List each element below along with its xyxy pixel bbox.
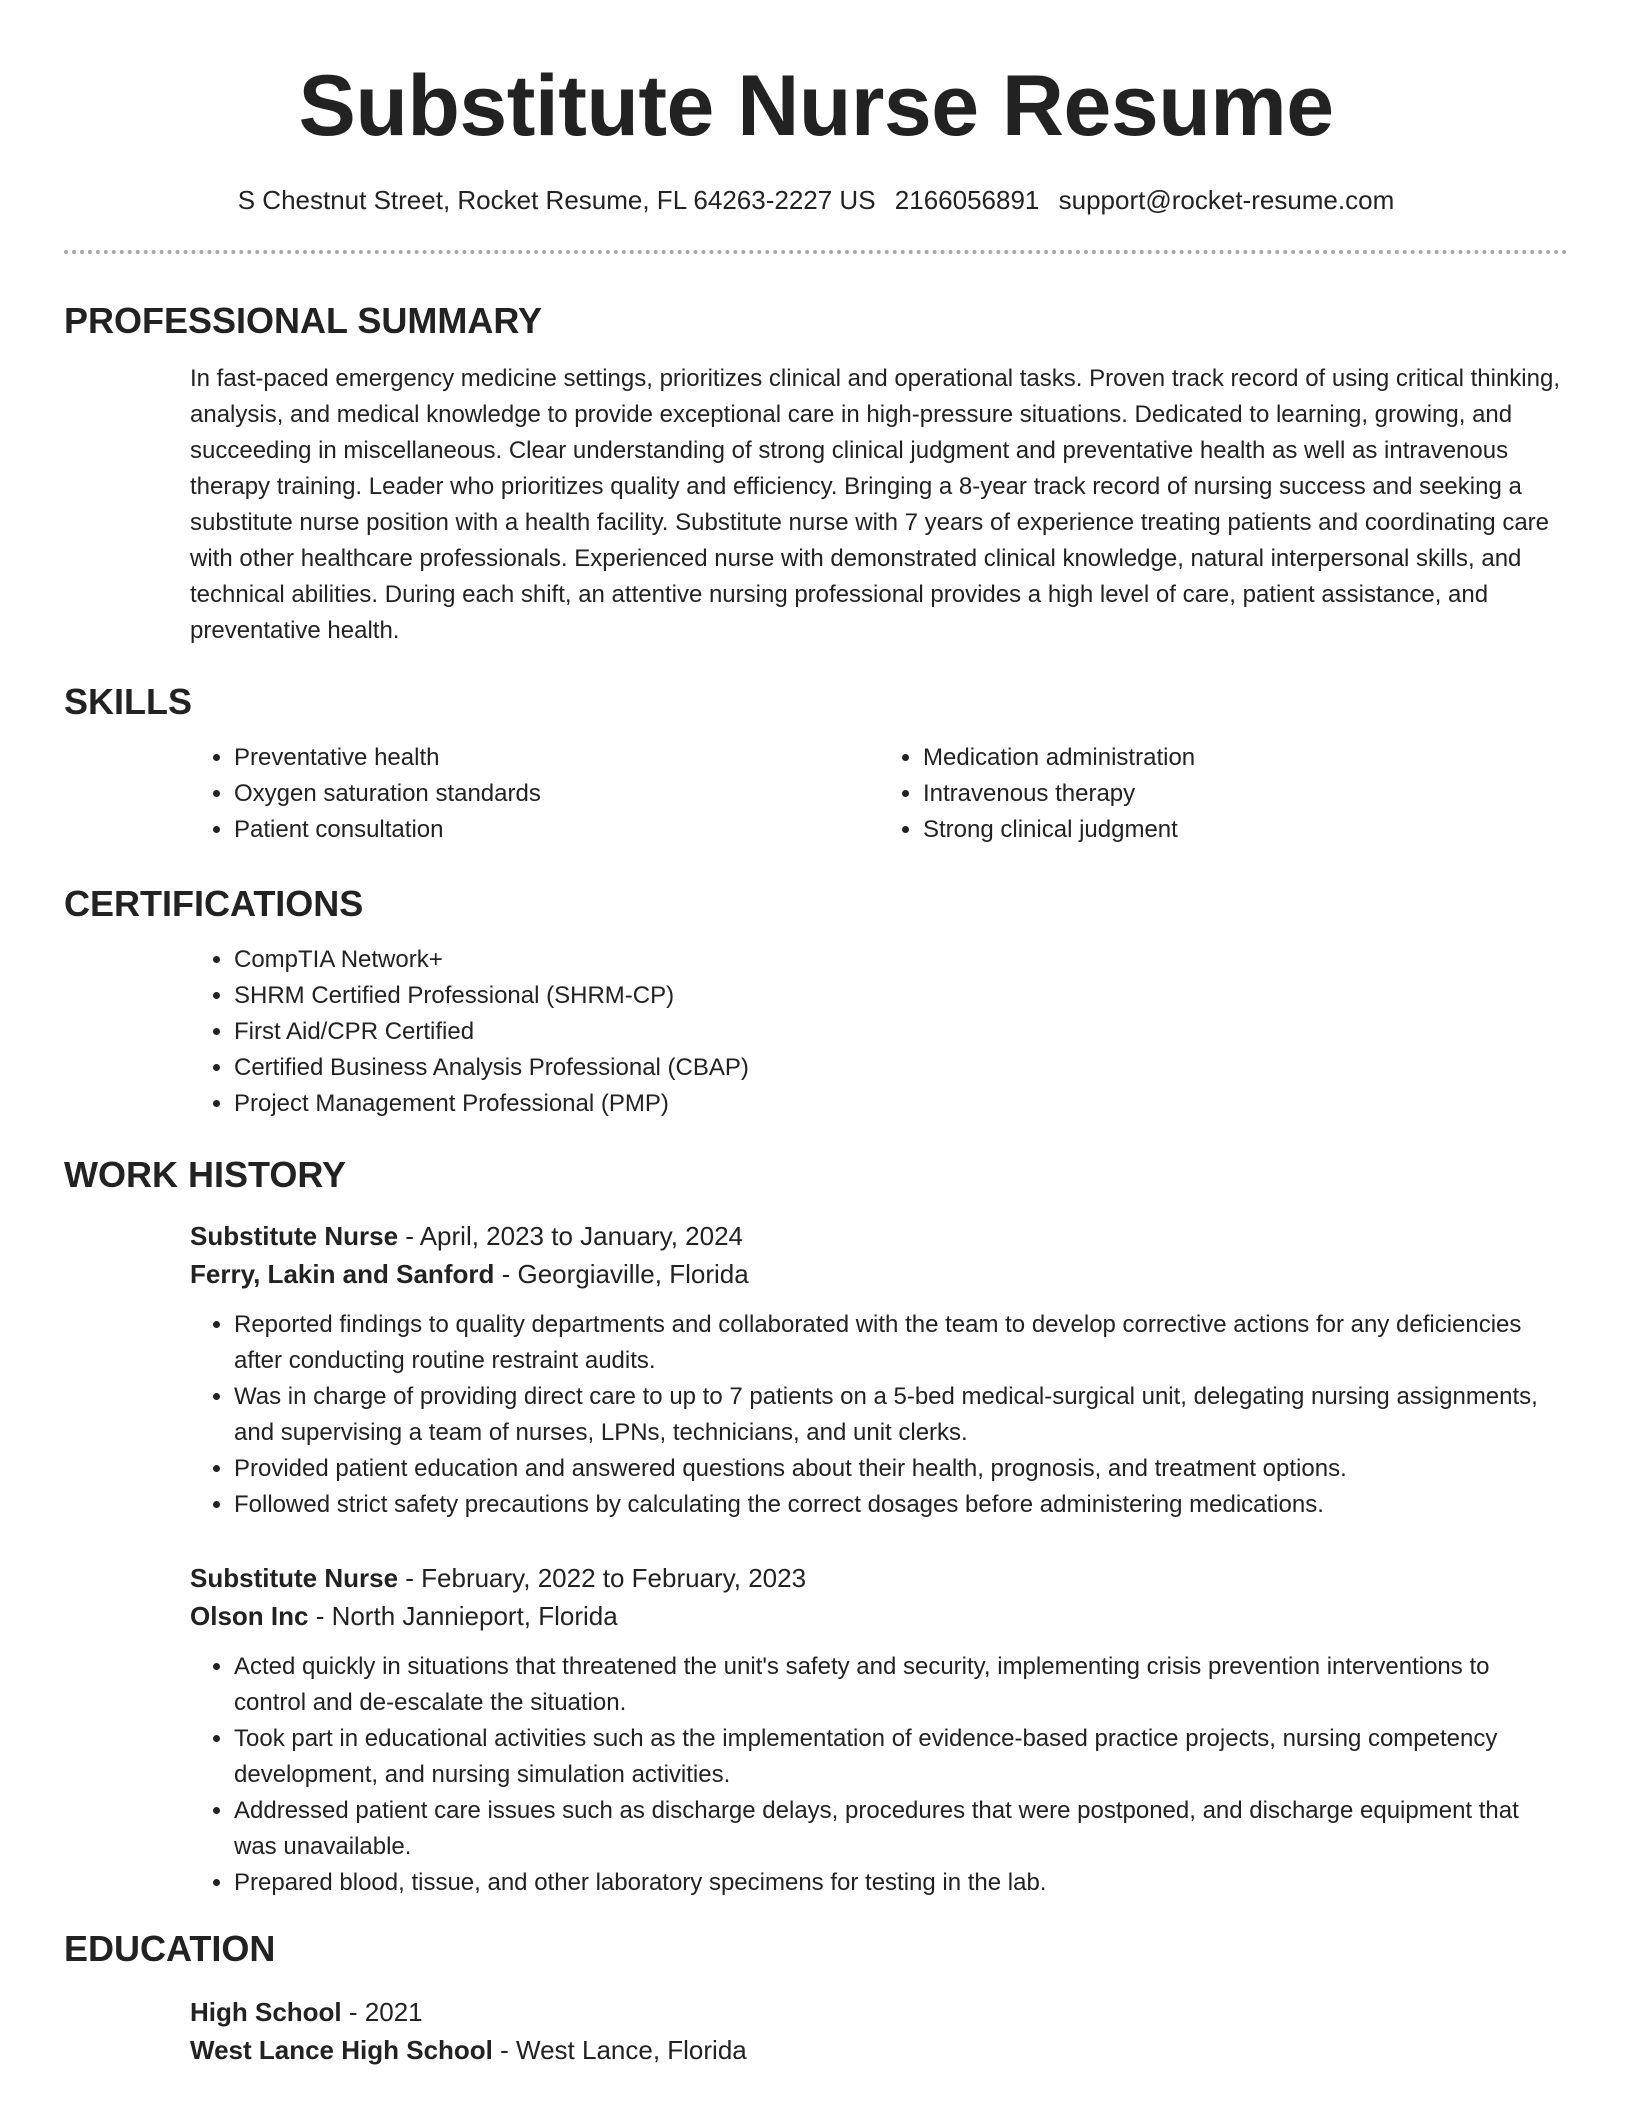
- certifications-list: [190, 942, 1568, 1122]
- education-degree: High School: [190, 1997, 342, 2027]
- skill-item: • Oxygen saturation standards: [234, 776, 879, 812]
- contact-line: [0, 183, 1632, 217]
- job-dates: - February, 2022 to February, 2023: [398, 1563, 807, 1593]
- job-entry: [190, 1217, 1568, 1523]
- job-dates: - April, 2023 to January, 2024: [398, 1221, 743, 1251]
- certification-item: • SHRM Certified Professional (SHRM-CP): [234, 978, 1568, 1014]
- summary-section: [64, 299, 1568, 649]
- job-company: Ferry, Lakin and Sanford: [190, 1259, 495, 1289]
- job-bullet: • Reported findings to quality departments and collaborated with the team to develop corrective actions for any deficiencies after conducting routine restraint audits.: [234, 1307, 1568, 1379]
- job-bullets: [190, 1307, 1568, 1523]
- job-bullet: • Was in charge of providing direct care to up to 7 patients on a 5-bed medical-surgical unit, delegating nursing assignments, and supervising a team of nurses, LPNs, technicians, and unit clerks.: [234, 1379, 1568, 1451]
- job-location: - Georgiaville, Florida: [494, 1259, 749, 1289]
- job-title: Substitute Nurse: [190, 1563, 399, 1593]
- job-company-line: [190, 1597, 1568, 1635]
- page-title: Substitute Nurse Resume: [298, 58, 1334, 154]
- certification-item: • Project Management Professional (PMP): [234, 1086, 1568, 1122]
- job-bullet: • Provided patient education and answered questions about their health, prognosis, and treatment options.: [234, 1451, 1568, 1487]
- contact-phone: 2166056891: [894, 185, 1040, 215]
- job-title-line: [190, 1559, 1568, 1597]
- education-degree-line: [190, 1993, 1568, 2031]
- skills-heading: SKILLS: [64, 681, 193, 722]
- education-entry: [190, 1993, 1568, 2069]
- job-title-line: [190, 1217, 1568, 1255]
- job-entry: [190, 1559, 1568, 1901]
- job-title: Substitute Nurse: [190, 1221, 399, 1251]
- certifications-heading: CERTIFICATIONS: [64, 883, 364, 924]
- job-company-line: [190, 1255, 1568, 1293]
- certification-item: • Certified Business Analysis Professional (CBAP): [234, 1050, 1568, 1086]
- job-bullet: • Followed strict safety precautions by calculating the correct dosages before administering medications.: [234, 1487, 1568, 1523]
- job-bullet: • Addressed patient care issues such as discharge delays, procedures that were postponed, and discharge equipment that was unavailable.: [234, 1793, 1568, 1865]
- skills-grid: [190, 740, 1568, 848]
- skills-list-left: [190, 740, 879, 848]
- skill-item: • Preventative health: [234, 740, 879, 776]
- education-school-line: [190, 2031, 1568, 2069]
- job-bullet: • Prepared blood, tissue, and other laboratory specimens for testing in the lab.: [234, 1865, 1568, 1901]
- summary-text: In fast-paced emergency medicine settings, prioritizes clinical and operational tasks. Proven track record of using critical thinking, analysis, and medical knowledge to provide exceptional care in high-pressure situations. Dedicated to learning, growing, and succeeding in miscellaneous. Clear understanding of strong clinical judgment and preventative health as well as intravenous therapy training. Leader who prioritizes quality and efficiency. Bringing a 8-year track record of nursing success and seeking a substitute nurse position with a health facility. Substitute nurse with 7 years of experience treating patients and coordinating care with other healthcare professionals. Experienced nurse with demonstrated clinical knowledge, natural interpersonal skills, and technical abilities. During each shift, an attentive nursing professional provides a high level of care, patient assistance, and preventative health.: [190, 365, 1560, 644]
- job-bullet: • Acted quickly in situations that threatened the unit's safety and security, implementing crisis prevention interventions to control and de-escalate the situation.: [234, 1649, 1568, 1721]
- summary-heading: PROFESSIONAL SUMMARY: [64, 300, 543, 341]
- education-year: - 2021: [341, 1997, 423, 2027]
- job-company: Olson Inc: [190, 1601, 309, 1631]
- certifications-section: [64, 882, 1568, 1122]
- skills-section: [64, 680, 1568, 848]
- skill-item: • Patient consultation: [234, 812, 879, 848]
- skills-list-right: [879, 740, 1568, 848]
- certification-item: • CompTIA Network+: [234, 942, 1568, 978]
- contact-address: S Chestnut Street, Rocket Resume, FL 64263-2227 US: [237, 185, 876, 215]
- skill-item: • Strong clinical judgment: [923, 812, 1568, 848]
- header-divider: [64, 250, 1568, 254]
- work-history-section: [64, 1153, 1568, 1901]
- contact-email: support@rocket-resume.com: [1058, 185, 1395, 215]
- education-heading: EDUCATION: [64, 1928, 276, 1969]
- education-location: - West Lance, Florida: [492, 2035, 747, 2065]
- work-history-heading: WORK HISTORY: [64, 1154, 347, 1195]
- education-section: [64, 1927, 1568, 2069]
- job-bullets: [190, 1649, 1568, 1901]
- skill-item: • Intravenous therapy: [923, 776, 1568, 812]
- job-bullet: • Took part in educational activities such as the implementation of evidence-based practice projects, nursing competency development, and nursing simulation activities.: [234, 1721, 1568, 1793]
- job-location: - North Jannieport, Florida: [308, 1601, 618, 1631]
- certification-item: • First Aid/CPR Certified: [234, 1014, 1568, 1050]
- skill-item: • Medication administration: [923, 740, 1568, 776]
- education-school: West Lance High School: [190, 2035, 493, 2065]
